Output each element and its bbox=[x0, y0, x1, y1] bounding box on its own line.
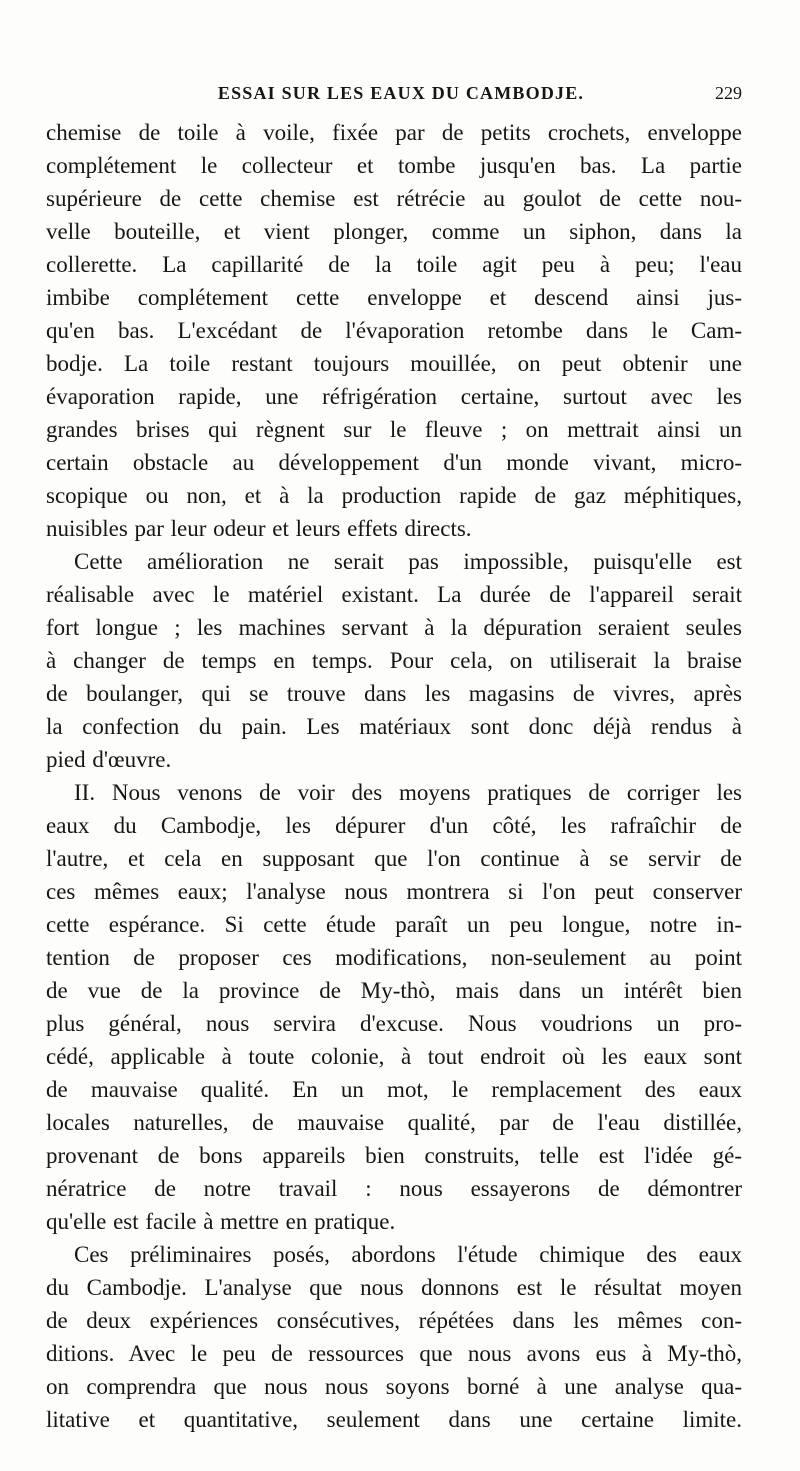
text-line: complétement le collecteur et tombe jusqu'en bas. La partie bbox=[46, 153, 742, 178]
text-line: fort longue ; les machines servant à la dépuration seraient seules bbox=[46, 615, 742, 640]
text-line: évaporation rapide, une réfrigération certaine, surtout avec les bbox=[46, 384, 742, 409]
text-line: bodje. La toile restant toujours mouillée, on peut obtenir une bbox=[46, 351, 742, 376]
text-line: locales naturelles, de mauvaise qualité, par de l'eau distillée, bbox=[46, 1110, 742, 1135]
text-line: pied d'œuvre. bbox=[46, 747, 172, 772]
text-line: cédé, applicable à toute colonie, à tout endroit où les eaux sont bbox=[46, 1044, 742, 1069]
text-line: cette espérance. Si cette étude paraît un peu longue, notre in- bbox=[46, 912, 742, 937]
text-line: Ces préliminaires posés, abordons l'étude chimique des eaux bbox=[74, 1242, 742, 1267]
text-line: à changer de temps en temps. Pour cela, on utiliserait la braise bbox=[46, 648, 742, 673]
text-line: supérieure de cette chemise est rétrécie au goulot de cette nou- bbox=[46, 186, 742, 211]
text-line: Cette amélioration ne serait pas impossible, puisqu'elle est bbox=[74, 549, 742, 574]
text-line: l'autre, et cela en supposant que l'on continue à se servir de bbox=[46, 846, 742, 871]
text-line: velle bouteille, et vient plonger, comme un siphon, dans la bbox=[46, 219, 742, 244]
text-line: ditions. Avec le peu de ressources que nous avons eus à My-thò, bbox=[46, 1341, 742, 1366]
text-line: nuisibles par leur odeur et leurs effets directs. bbox=[46, 516, 472, 541]
text-line: plus général, nous servira d'excuse. Nous voudrions un pro- bbox=[46, 1011, 742, 1036]
text-line: eaux du Cambodje, les dépurer d'un côté, les rafraîchir de bbox=[46, 813, 742, 838]
text-line: qu'en bas. L'excédant de l'évaporation retombe dans le Cam- bbox=[46, 318, 742, 343]
text-line: tention de proposer ces modifications, non-seulement au point bbox=[46, 945, 742, 970]
text-line: de mauvaise qualité. En un mot, le remplacement des eaux bbox=[46, 1077, 742, 1102]
text-line: on comprendra que nous nous soyons borné à une analyse qua- bbox=[46, 1374, 742, 1399]
text-line: du Cambodje. L'analyse que nous donnons est le résultat moyen bbox=[46, 1275, 742, 1300]
text-line: réalisable avec le matériel existant. La durée de l'appareil serait bbox=[46, 582, 742, 607]
text-line: II. Nous venons de voir des moyens pratiques de corriger les bbox=[74, 780, 742, 805]
text-line: de deux expériences consécutives, répétées dans les mêmes con- bbox=[46, 1308, 742, 1333]
text-line: nératrice de notre travail : nous essayerons de démontrer bbox=[46, 1176, 742, 1201]
text-line: provenant de bons appareils bien construits, telle est l'idée gé- bbox=[46, 1143, 742, 1168]
text-line: certain obstacle au développement d'un monde vivant, micro- bbox=[46, 450, 742, 475]
text-line: collerette. La capillarité de la toile agit peu à peu; l'eau bbox=[46, 252, 742, 277]
page-number: 229 bbox=[715, 83, 742, 103]
text-line: imbibe complétement cette enveloppe et descend ainsi jus- bbox=[46, 285, 742, 310]
running-head bbox=[60, 83, 742, 109]
text-line: litative et quantitative, seulement dans une certaine limite. bbox=[46, 1407, 742, 1432]
text-line: qu'elle est facile à mettre en pratique. bbox=[46, 1209, 396, 1234]
text-line: scopique ou non, et à la production rapide de gaz méphitiques, bbox=[46, 483, 742, 508]
running-title: ESSAI SUR LES EAUX DU CAMBODJE. bbox=[217, 83, 585, 103]
text-line: ces mêmes eaux; l'analyse nous montrera si l'on peut conserver bbox=[46, 879, 742, 904]
text-line: la confection du pain. Les matériaux sont donc déjà rendus à bbox=[46, 714, 742, 739]
text-line: de boulanger, qui se trouve dans les magasins de vivres, après bbox=[46, 681, 742, 706]
text-line: de vue de la province de My-thò, mais dans un intérêt bien bbox=[46, 978, 742, 1003]
text-line: grandes brises qui règnent sur le fleuve ; on mettrait ainsi un bbox=[46, 417, 742, 442]
text-line: chemise de toile à voile, fixée par de petits crochets, enveloppe bbox=[46, 120, 742, 145]
body-text bbox=[46, 116, 742, 1436]
